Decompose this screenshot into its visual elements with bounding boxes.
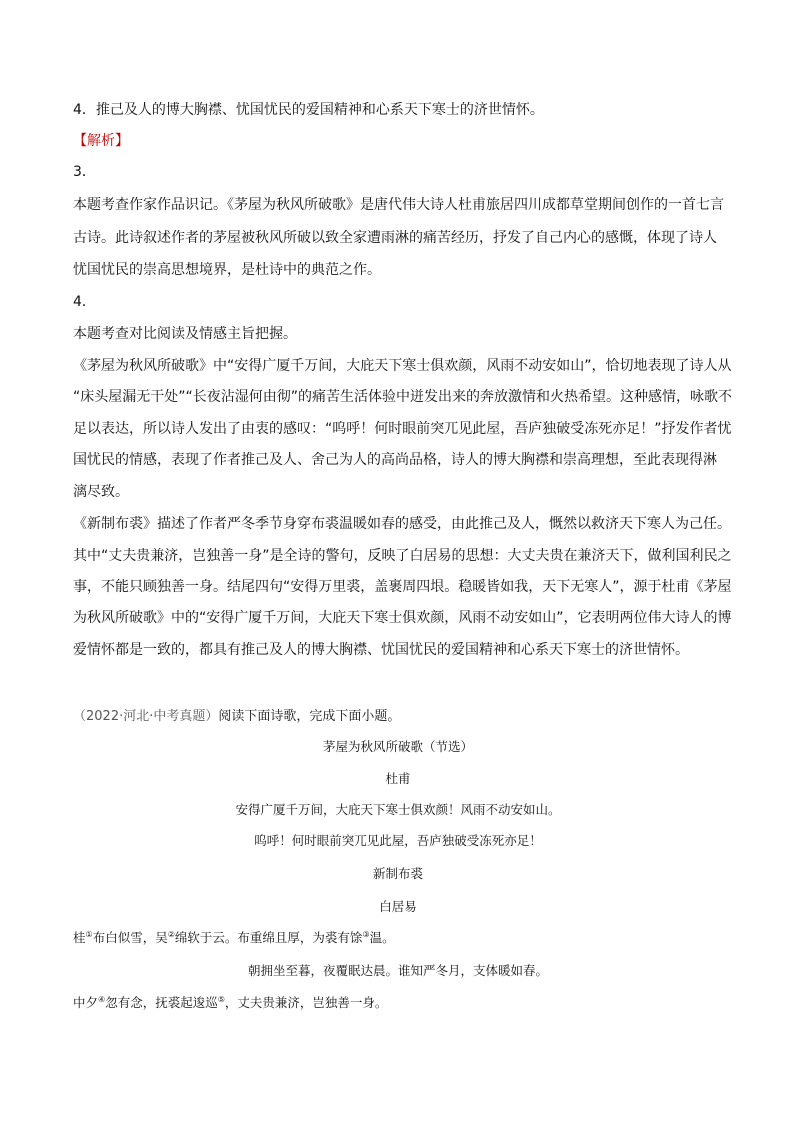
footnote-1: ①: [85, 929, 93, 939]
analysis-4c-line-5: 爱情怀都是一致的，都具有推己及人的博大胸襟、忧国忧民的爱国精神和心系天下寒士的济世情怀。: [73, 642, 689, 658]
answer-4: 4．推己及人的博大胸襟、忧国忧民的爱国精神和心系天下寒士的济世情怀。: [73, 102, 544, 118]
footnote-5: ⑤: [217, 994, 225, 1004]
footnote-3: ③: [362, 929, 370, 939]
analysis-number-3: 3．: [73, 164, 96, 180]
footnote-4: ④: [98, 994, 106, 1004]
analysis-4-line-2: “床头屋漏无干处”“长夜沾湿何由彻”的痛苦生活体验中迸发出来的奔放激情和火热希望。这种感情，咏歌不: [73, 389, 733, 405]
analysis-4-line-1: 《茅屋为秋风所破歌》中“安得广厦千万间，大庇天下寒士俱欢颜，风雨不动安如山”，恰切地表现了诗人从: [73, 358, 732, 374]
poem2-line-1: 桂①布白似雪，吴②绵软于云。布重绵且厚，为裘有馀③温。: [73, 929, 395, 945]
poem1-title: 茅屋为秋风所破歌（节选）: [322, 739, 473, 754]
poem2-line-2: 朝拥坐至暮，夜覆眠达晨。谁知严冬月，支体暖如春。: [247, 963, 548, 978]
analysis-3-line-2: 古诗。此诗叙述作者的茅屋被秋风所破以致全家遭雨淋的痛苦经历，抒发了自己内心的感慨，体现了诗人: [73, 230, 717, 246]
analysis-4-line-3: 足以表达，所以诗人发出了由衷的感叹：“呜呼！何时眼前突兀见此屋，吾庐独破受冻死亦足！”抒发作者忧: [73, 421, 732, 437]
poem1-line-1: 安得广厦千万间，大庇天下寒士俱欢颜！风雨不动安如山。: [235, 802, 561, 817]
analysis-3-line-1: 本题考查作家作品识记。《茅屋为秋风所破歌》是唐代伟大诗人杜甫旅居四川成都草堂期间创作的一首七言: [73, 197, 724, 213]
poem2-title: 新制布裘: [372, 866, 423, 881]
analysis-4-line-4: 国忧民的情感，表现了作者推己及人、舍己为人的高尚品格，诗人的博大胸襟和崇高理想，至此表现得淋: [73, 452, 717, 468]
analysis-4c-line-2: 其中“丈夫贵兼济，岂独善一身”是全诗的警句，反映了白居易的思想：大丈夫贵在兼济天下，做利国利民之: [73, 548, 732, 564]
analysis-4c-line-4: 为秋风所破歌》中的“安得广厦千万间，大庇天下寒士俱欢颜，风雨不动安如山”，它表明两位伟大诗人的博: [73, 610, 732, 626]
source-tag: （2022·河北·中考真题）: [73, 709, 219, 724]
analysis-4-intro: 本题考查对比阅读及情感主旨把握。: [73, 326, 297, 342]
question-intro: 阅读下面诗歌，完成下面小题。: [218, 709, 401, 724]
question-header: [73, 703, 723, 730]
analysis-label: 【解析】: [73, 133, 129, 149]
poem1-line-2: 呜呼！何时眼前突兀见此屋，吾庐独破受冻死亦足！: [254, 833, 542, 848]
poem2-line-3: 中夕④忽有念，抚裘起逡巡⑤，丈夫贵兼济，岂独善一身。: [73, 994, 388, 1010]
poem2-author: 白居易: [379, 899, 417, 914]
analysis-3-line-3: 忧国忧民的崇高思想境界，是杜诗中的典范之作。: [73, 262, 381, 278]
analysis-number-4: 4．: [73, 294, 96, 310]
analysis-4-line-5: 漓尽致。: [73, 484, 129, 500]
footnote-2: ②: [167, 929, 175, 939]
analysis-4c-line-3: 事，不能只顾独善一身。结尾四句“安得万里裘，盖裹周四垠。稳暖皆如我，天下无寒人”，源于杜甫《茅屋: [73, 579, 732, 595]
analysis-4c-line-1: 《新制布裘》描述了作者严冬季节身穿布裘温暖如春的感受，由此推己及人，慨然以救济天下寒人为己任。: [73, 516, 731, 532]
poem1-author: 杜甫: [385, 771, 411, 786]
